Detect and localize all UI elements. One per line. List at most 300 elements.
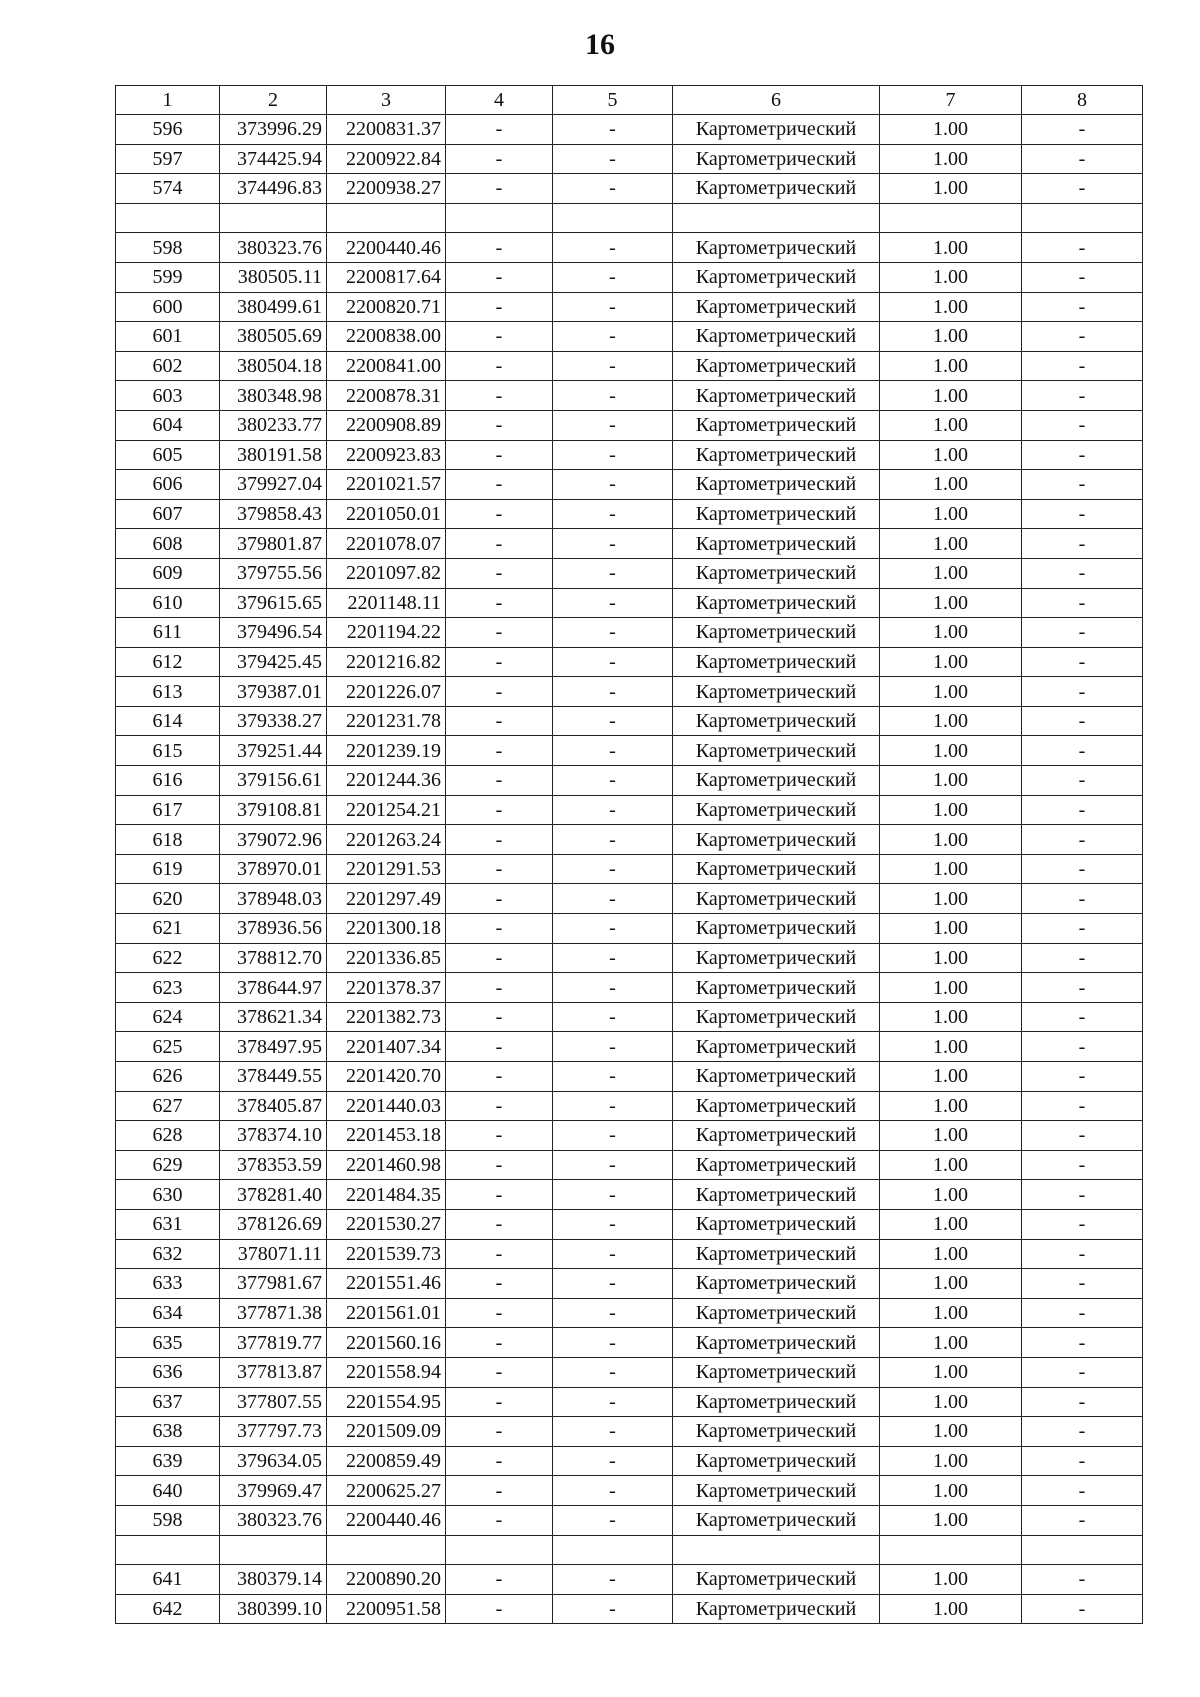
x-coordinate-cell: 379755.56 (220, 558, 327, 588)
col-8-value-cell: - (1022, 914, 1143, 944)
col-5-value-cell (553, 203, 673, 233)
col-8-value-cell (1022, 1535, 1143, 1565)
y-coordinate-cell (327, 203, 446, 233)
col-8-value-cell: - (1022, 854, 1143, 884)
accuracy-cell: 1.00 (880, 558, 1022, 588)
method-cell: Картометрический (673, 1594, 880, 1624)
point-number-cell: 610 (116, 588, 220, 618)
col-5-value-cell: - (553, 1032, 673, 1062)
point-number-cell: 604 (116, 410, 220, 440)
col-8-value-cell: - (1022, 292, 1143, 322)
col-4-value-cell: - (446, 677, 553, 707)
y-coordinate-cell: 2201460.98 (327, 1150, 446, 1180)
point-number-cell (116, 203, 220, 233)
method-cell: Картометрический (673, 706, 880, 736)
table-row (116, 647, 1143, 677)
x-coordinate-cell: 374496.83 (220, 174, 327, 204)
col-5-value-cell: - (553, 233, 673, 263)
method-cell: Картометрический (673, 1209, 880, 1239)
point-number-cell: 600 (116, 292, 220, 322)
table-row (116, 1239, 1143, 1269)
accuracy-cell: 1.00 (880, 410, 1022, 440)
col-5-value-cell: - (553, 322, 673, 352)
x-coordinate-cell: 378281.40 (220, 1180, 327, 1210)
point-number-cell: 608 (116, 529, 220, 559)
accuracy-cell: 1.00 (880, 1239, 1022, 1269)
point-number-cell: 636 (116, 1357, 220, 1387)
col-8-value-cell: - (1022, 706, 1143, 736)
point-number-cell: 623 (116, 973, 220, 1003)
col-5-value-cell: - (553, 1505, 673, 1535)
col-4-value-cell: - (446, 174, 553, 204)
point-number-cell: 616 (116, 766, 220, 796)
col-8-value-cell: - (1022, 1121, 1143, 1151)
col-4-value-cell (446, 1535, 553, 1565)
y-coordinate-cell: 2201336.85 (327, 943, 446, 973)
accuracy-cell: 1.00 (880, 292, 1022, 322)
col-4-value-cell: - (446, 1328, 553, 1358)
y-coordinate-cell: 2200841.00 (327, 351, 446, 381)
accuracy-cell: 1.00 (880, 1032, 1022, 1062)
table-row (116, 1180, 1143, 1210)
col-8-value-cell: - (1022, 795, 1143, 825)
method-cell: Картометрический (673, 677, 880, 707)
col-4-value-cell: - (446, 410, 553, 440)
y-coordinate-cell: 2200831.37 (327, 115, 446, 145)
y-coordinate-cell: 2201561.01 (327, 1298, 446, 1328)
table-row (116, 1476, 1143, 1506)
col-5-value-cell: - (553, 914, 673, 944)
col-8-value-cell (1022, 203, 1143, 233)
y-coordinate-cell: 2201420.70 (327, 1062, 446, 1092)
col-4-value-cell: - (446, 1594, 553, 1624)
col-5-value-cell: - (553, 1209, 673, 1239)
y-coordinate-cell: 2200440.46 (327, 233, 446, 263)
table-row (116, 1357, 1143, 1387)
accuracy-cell: 1.00 (880, 1387, 1022, 1417)
col-5-value-cell: - (553, 973, 673, 1003)
point-number-cell: 611 (116, 618, 220, 648)
col-4-value-cell: - (446, 825, 553, 855)
col-8-value-cell: - (1022, 1357, 1143, 1387)
col-5-value-cell: - (553, 1446, 673, 1476)
col-8-value-cell: - (1022, 1417, 1143, 1447)
table-row (116, 529, 1143, 559)
col-8-value-cell: - (1022, 1505, 1143, 1535)
x-coordinate-cell: 380379.14 (220, 1565, 327, 1595)
table-row (116, 1002, 1143, 1032)
col-5-value-cell: - (553, 706, 673, 736)
table-row (116, 1328, 1143, 1358)
point-number-cell: 633 (116, 1269, 220, 1299)
col-4-value-cell (446, 203, 553, 233)
point-number-cell: 640 (116, 1476, 220, 1506)
col-8-value-cell: - (1022, 973, 1143, 1003)
col-5-value-cell: - (553, 1091, 673, 1121)
col-5-value-cell: - (553, 647, 673, 677)
accuracy-cell: 1.00 (880, 647, 1022, 677)
table-row (116, 1535, 1143, 1565)
point-number-cell: 605 (116, 440, 220, 470)
col-5-value-cell: - (553, 766, 673, 796)
x-coordinate-cell: 379496.54 (220, 618, 327, 648)
table-row (116, 1269, 1143, 1299)
point-number-cell: 601 (116, 322, 220, 352)
method-cell: Картометрический (673, 529, 880, 559)
col-8-value-cell: - (1022, 1032, 1143, 1062)
col-5-value-cell: - (553, 1387, 673, 1417)
method-cell: Картометрический (673, 1328, 880, 1358)
accuracy-cell: 1.00 (880, 884, 1022, 914)
point-number-cell: 639 (116, 1446, 220, 1476)
x-coordinate-cell: 380233.77 (220, 410, 327, 440)
point-number-cell: 596 (116, 115, 220, 145)
accuracy-cell: 1.00 (880, 1180, 1022, 1210)
point-number-cell: 626 (116, 1062, 220, 1092)
y-coordinate-cell: 2201440.03 (327, 1091, 446, 1121)
table-row (116, 558, 1143, 588)
col-8-value-cell: - (1022, 825, 1143, 855)
table-row (116, 973, 1143, 1003)
x-coordinate-cell: 379615.65 (220, 588, 327, 618)
col-4-value-cell: - (446, 1091, 553, 1121)
accuracy-cell: 1.00 (880, 351, 1022, 381)
col-5-value-cell: - (553, 1150, 673, 1180)
point-number-cell: 614 (116, 706, 220, 736)
x-coordinate-cell: 378405.87 (220, 1091, 327, 1121)
x-coordinate-cell: 377981.67 (220, 1269, 327, 1299)
table-row (116, 1594, 1143, 1624)
table-row (116, 943, 1143, 973)
table-row (116, 1121, 1143, 1151)
coordinates-table (115, 85, 1143, 1624)
accuracy-cell: 1.00 (880, 766, 1022, 796)
y-coordinate-cell: 2201078.07 (327, 529, 446, 559)
column-header-3: 3 (327, 86, 446, 115)
accuracy-cell: 1.00 (880, 588, 1022, 618)
accuracy-cell: 1.00 (880, 1505, 1022, 1535)
y-coordinate-cell: 2200859.49 (327, 1446, 446, 1476)
col-8-value-cell: - (1022, 1565, 1143, 1595)
x-coordinate-cell (220, 203, 327, 233)
x-coordinate-cell: 378936.56 (220, 914, 327, 944)
point-number-cell: 637 (116, 1387, 220, 1417)
point-number-cell: 625 (116, 1032, 220, 1062)
col-4-value-cell: - (446, 1150, 553, 1180)
y-coordinate-cell: 2201382.73 (327, 1002, 446, 1032)
table-row (116, 499, 1143, 529)
col-4-value-cell: - (446, 854, 553, 884)
col-8-value-cell: - (1022, 144, 1143, 174)
point-number-cell: 613 (116, 677, 220, 707)
point-number-cell: 619 (116, 854, 220, 884)
point-number-cell: 612 (116, 647, 220, 677)
y-coordinate-cell: 2200922.84 (327, 144, 446, 174)
method-cell: Картометрический (673, 262, 880, 292)
x-coordinate-cell: 377819.77 (220, 1328, 327, 1358)
accuracy-cell (880, 1535, 1022, 1565)
table-row (116, 914, 1143, 944)
x-coordinate-cell: 379858.43 (220, 499, 327, 529)
col-8-value-cell: - (1022, 322, 1143, 352)
col-5-value-cell: - (553, 943, 673, 973)
col-5-value-cell: - (553, 115, 673, 145)
x-coordinate-cell: 378497.95 (220, 1032, 327, 1062)
col-4-value-cell: - (446, 706, 553, 736)
point-number-cell: 617 (116, 795, 220, 825)
accuracy-cell: 1.00 (880, 1446, 1022, 1476)
method-cell: Картометрический (673, 410, 880, 440)
col-5-value-cell: - (553, 174, 673, 204)
point-number-cell: 599 (116, 262, 220, 292)
col-8-value-cell: - (1022, 1180, 1143, 1210)
col-5-value-cell: - (553, 1121, 673, 1151)
table-row (116, 1565, 1143, 1595)
method-cell: Картометрический (673, 1002, 880, 1032)
table-row (116, 351, 1143, 381)
method-cell: Картометрический (673, 351, 880, 381)
accuracy-cell: 1.00 (880, 1150, 1022, 1180)
accuracy-cell (880, 203, 1022, 233)
y-coordinate-cell: 2201297.49 (327, 884, 446, 914)
accuracy-cell: 1.00 (880, 440, 1022, 470)
x-coordinate-cell: 380323.76 (220, 1505, 327, 1535)
table-row (116, 795, 1143, 825)
col-4-value-cell: - (446, 322, 553, 352)
x-coordinate-cell: 379425.45 (220, 647, 327, 677)
x-coordinate-cell: 378071.11 (220, 1239, 327, 1269)
table-row (116, 322, 1143, 352)
x-coordinate-cell: 378126.69 (220, 1209, 327, 1239)
col-4-value-cell: - (446, 1565, 553, 1595)
col-5-value-cell: - (553, 410, 673, 440)
page-number: 16 (585, 28, 615, 61)
col-5-value-cell: - (553, 1565, 673, 1595)
point-number-cell: 615 (116, 736, 220, 766)
col-8-value-cell: - (1022, 943, 1143, 973)
y-coordinate-cell: 2200908.89 (327, 410, 446, 440)
point-number-cell: 624 (116, 1002, 220, 1032)
accuracy-cell: 1.00 (880, 233, 1022, 263)
table-row (116, 706, 1143, 736)
y-coordinate-cell: 2201148.11 (327, 588, 446, 618)
col-8-value-cell: - (1022, 1476, 1143, 1506)
col-8-value-cell: - (1022, 410, 1143, 440)
method-cell: Картометрический (673, 1091, 880, 1121)
col-8-value-cell: - (1022, 1150, 1143, 1180)
table-row (116, 115, 1143, 145)
accuracy-cell: 1.00 (880, 322, 1022, 352)
method-cell: Картометрический (673, 1505, 880, 1535)
col-8-value-cell: - (1022, 1298, 1143, 1328)
method-cell: Картометрический (673, 558, 880, 588)
table-row (116, 262, 1143, 292)
table-row (116, 677, 1143, 707)
y-coordinate-cell: 2201407.34 (327, 1032, 446, 1062)
col-8-value-cell: - (1022, 115, 1143, 145)
accuracy-cell: 1.00 (880, 1328, 1022, 1358)
table-row (116, 854, 1143, 884)
col-5-value-cell: - (553, 529, 673, 559)
method-cell: Картометрический (673, 292, 880, 322)
point-number-cell: 602 (116, 351, 220, 381)
method-cell (673, 203, 880, 233)
method-cell: Картометрический (673, 647, 880, 677)
col-8-value-cell: - (1022, 1328, 1143, 1358)
accuracy-cell: 1.00 (880, 795, 1022, 825)
x-coordinate-cell: 379634.05 (220, 1446, 327, 1476)
y-coordinate-cell: 2201378.37 (327, 973, 446, 1003)
x-coordinate-cell: 379801.87 (220, 529, 327, 559)
y-coordinate-cell: 2201021.57 (327, 470, 446, 500)
col-8-value-cell: - (1022, 499, 1143, 529)
y-coordinate-cell: 2201554.95 (327, 1387, 446, 1417)
y-coordinate-cell: 2201231.78 (327, 706, 446, 736)
accuracy-cell: 1.00 (880, 1091, 1022, 1121)
column-header-2: 2 (220, 86, 327, 115)
col-5-value-cell: - (553, 381, 673, 411)
accuracy-cell: 1.00 (880, 677, 1022, 707)
col-8-value-cell: - (1022, 558, 1143, 588)
x-coordinate-cell (220, 1535, 327, 1565)
accuracy-cell: 1.00 (880, 1565, 1022, 1595)
table-row (116, 1446, 1143, 1476)
col-8-value-cell: - (1022, 529, 1143, 559)
method-cell: Картометрический (673, 736, 880, 766)
col-5-value-cell: - (553, 262, 673, 292)
x-coordinate-cell: 377871.38 (220, 1298, 327, 1328)
y-coordinate-cell: 2200625.27 (327, 1476, 446, 1506)
point-number-cell (116, 1535, 220, 1565)
col-8-value-cell: - (1022, 351, 1143, 381)
col-4-value-cell: - (446, 499, 553, 529)
accuracy-cell: 1.00 (880, 618, 1022, 648)
y-coordinate-cell: 2201194.22 (327, 618, 446, 648)
y-coordinate-cell: 2201239.19 (327, 736, 446, 766)
accuracy-cell: 1.00 (880, 174, 1022, 204)
y-coordinate-cell: 2201291.53 (327, 854, 446, 884)
accuracy-cell: 1.00 (880, 973, 1022, 1003)
point-number-cell: 627 (116, 1091, 220, 1121)
y-coordinate-cell: 2201560.16 (327, 1328, 446, 1358)
col-4-value-cell: - (446, 647, 553, 677)
point-number-cell: 631 (116, 1209, 220, 1239)
col-5-value-cell: - (553, 1298, 673, 1328)
col-5-value-cell: - (553, 1594, 673, 1624)
col-8-value-cell: - (1022, 1091, 1143, 1121)
y-coordinate-cell: 2200817.64 (327, 262, 446, 292)
x-coordinate-cell: 379156.61 (220, 766, 327, 796)
method-cell: Картометрический (673, 588, 880, 618)
col-8-value-cell: - (1022, 262, 1143, 292)
y-coordinate-cell: 2201509.09 (327, 1417, 446, 1447)
accuracy-cell: 1.00 (880, 706, 1022, 736)
y-coordinate-cell: 2201551.46 (327, 1269, 446, 1299)
method-cell: Картометрический (673, 795, 880, 825)
accuracy-cell: 1.00 (880, 1417, 1022, 1447)
method-cell: Картометрический (673, 884, 880, 914)
col-5-value-cell: - (553, 795, 673, 825)
point-number-cell: 598 (116, 233, 220, 263)
col-8-value-cell: - (1022, 1269, 1143, 1299)
table-header-row (116, 86, 1143, 115)
col-4-value-cell: - (446, 529, 553, 559)
accuracy-cell: 1.00 (880, 1209, 1022, 1239)
col-4-value-cell: - (446, 1298, 553, 1328)
x-coordinate-cell: 380399.10 (220, 1594, 327, 1624)
col-5-value-cell: - (553, 1239, 673, 1269)
y-coordinate-cell: 2201453.18 (327, 1121, 446, 1151)
table-row (116, 1417, 1143, 1447)
col-8-value-cell: - (1022, 766, 1143, 796)
column-header-4: 4 (446, 86, 553, 115)
table-row (116, 1209, 1143, 1239)
method-cell: Картометрический (673, 115, 880, 145)
col-4-value-cell: - (446, 1476, 553, 1506)
y-coordinate-cell (327, 1535, 446, 1565)
col-5-value-cell: - (553, 1328, 673, 1358)
point-number-cell: 628 (116, 1121, 220, 1151)
col-8-value-cell: - (1022, 233, 1143, 263)
table-row (116, 1150, 1143, 1180)
point-number-cell: 574 (116, 174, 220, 204)
y-coordinate-cell: 2201097.82 (327, 558, 446, 588)
col-5-value-cell: - (553, 1002, 673, 1032)
method-cell: Картометрический (673, 174, 880, 204)
accuracy-cell: 1.00 (880, 825, 1022, 855)
col-4-value-cell: - (446, 1239, 553, 1269)
col-5-value-cell: - (553, 1062, 673, 1092)
col-8-value-cell: - (1022, 1002, 1143, 1032)
col-8-value-cell: - (1022, 647, 1143, 677)
table-row (116, 381, 1143, 411)
method-cell: Картометрический (673, 233, 880, 263)
method-cell: Картометрический (673, 1121, 880, 1151)
method-cell: Картометрический (673, 973, 880, 1003)
col-4-value-cell: - (446, 262, 553, 292)
x-coordinate-cell: 378353.59 (220, 1150, 327, 1180)
x-coordinate-cell: 380499.61 (220, 292, 327, 322)
x-coordinate-cell: 380505.69 (220, 322, 327, 352)
col-4-value-cell: - (446, 1062, 553, 1092)
point-number-cell: 598 (116, 1505, 220, 1535)
col-5-value-cell: - (553, 854, 673, 884)
col-8-value-cell: - (1022, 381, 1143, 411)
point-number-cell: 642 (116, 1594, 220, 1624)
point-number-cell: 606 (116, 470, 220, 500)
table-row (116, 174, 1143, 204)
method-cell: Картометрический (673, 943, 880, 973)
point-number-cell: 621 (116, 914, 220, 944)
table-row (116, 1062, 1143, 1092)
method-cell: Картометрический (673, 1357, 880, 1387)
accuracy-cell: 1.00 (880, 1476, 1022, 1506)
y-coordinate-cell: 2201226.07 (327, 677, 446, 707)
column-header-1: 1 (116, 86, 220, 115)
method-cell: Картометрический (673, 1446, 880, 1476)
point-number-cell: 629 (116, 1150, 220, 1180)
table-row (116, 440, 1143, 470)
y-coordinate-cell: 2201263.24 (327, 825, 446, 855)
col-5-value-cell: - (553, 1269, 673, 1299)
method-cell: Картометрический (673, 440, 880, 470)
table-row (116, 736, 1143, 766)
point-number-cell: 635 (116, 1328, 220, 1358)
x-coordinate-cell: 379338.27 (220, 706, 327, 736)
col-5-value-cell: - (553, 351, 673, 381)
table-row (116, 470, 1143, 500)
method-cell: Картометрический (673, 1387, 880, 1417)
